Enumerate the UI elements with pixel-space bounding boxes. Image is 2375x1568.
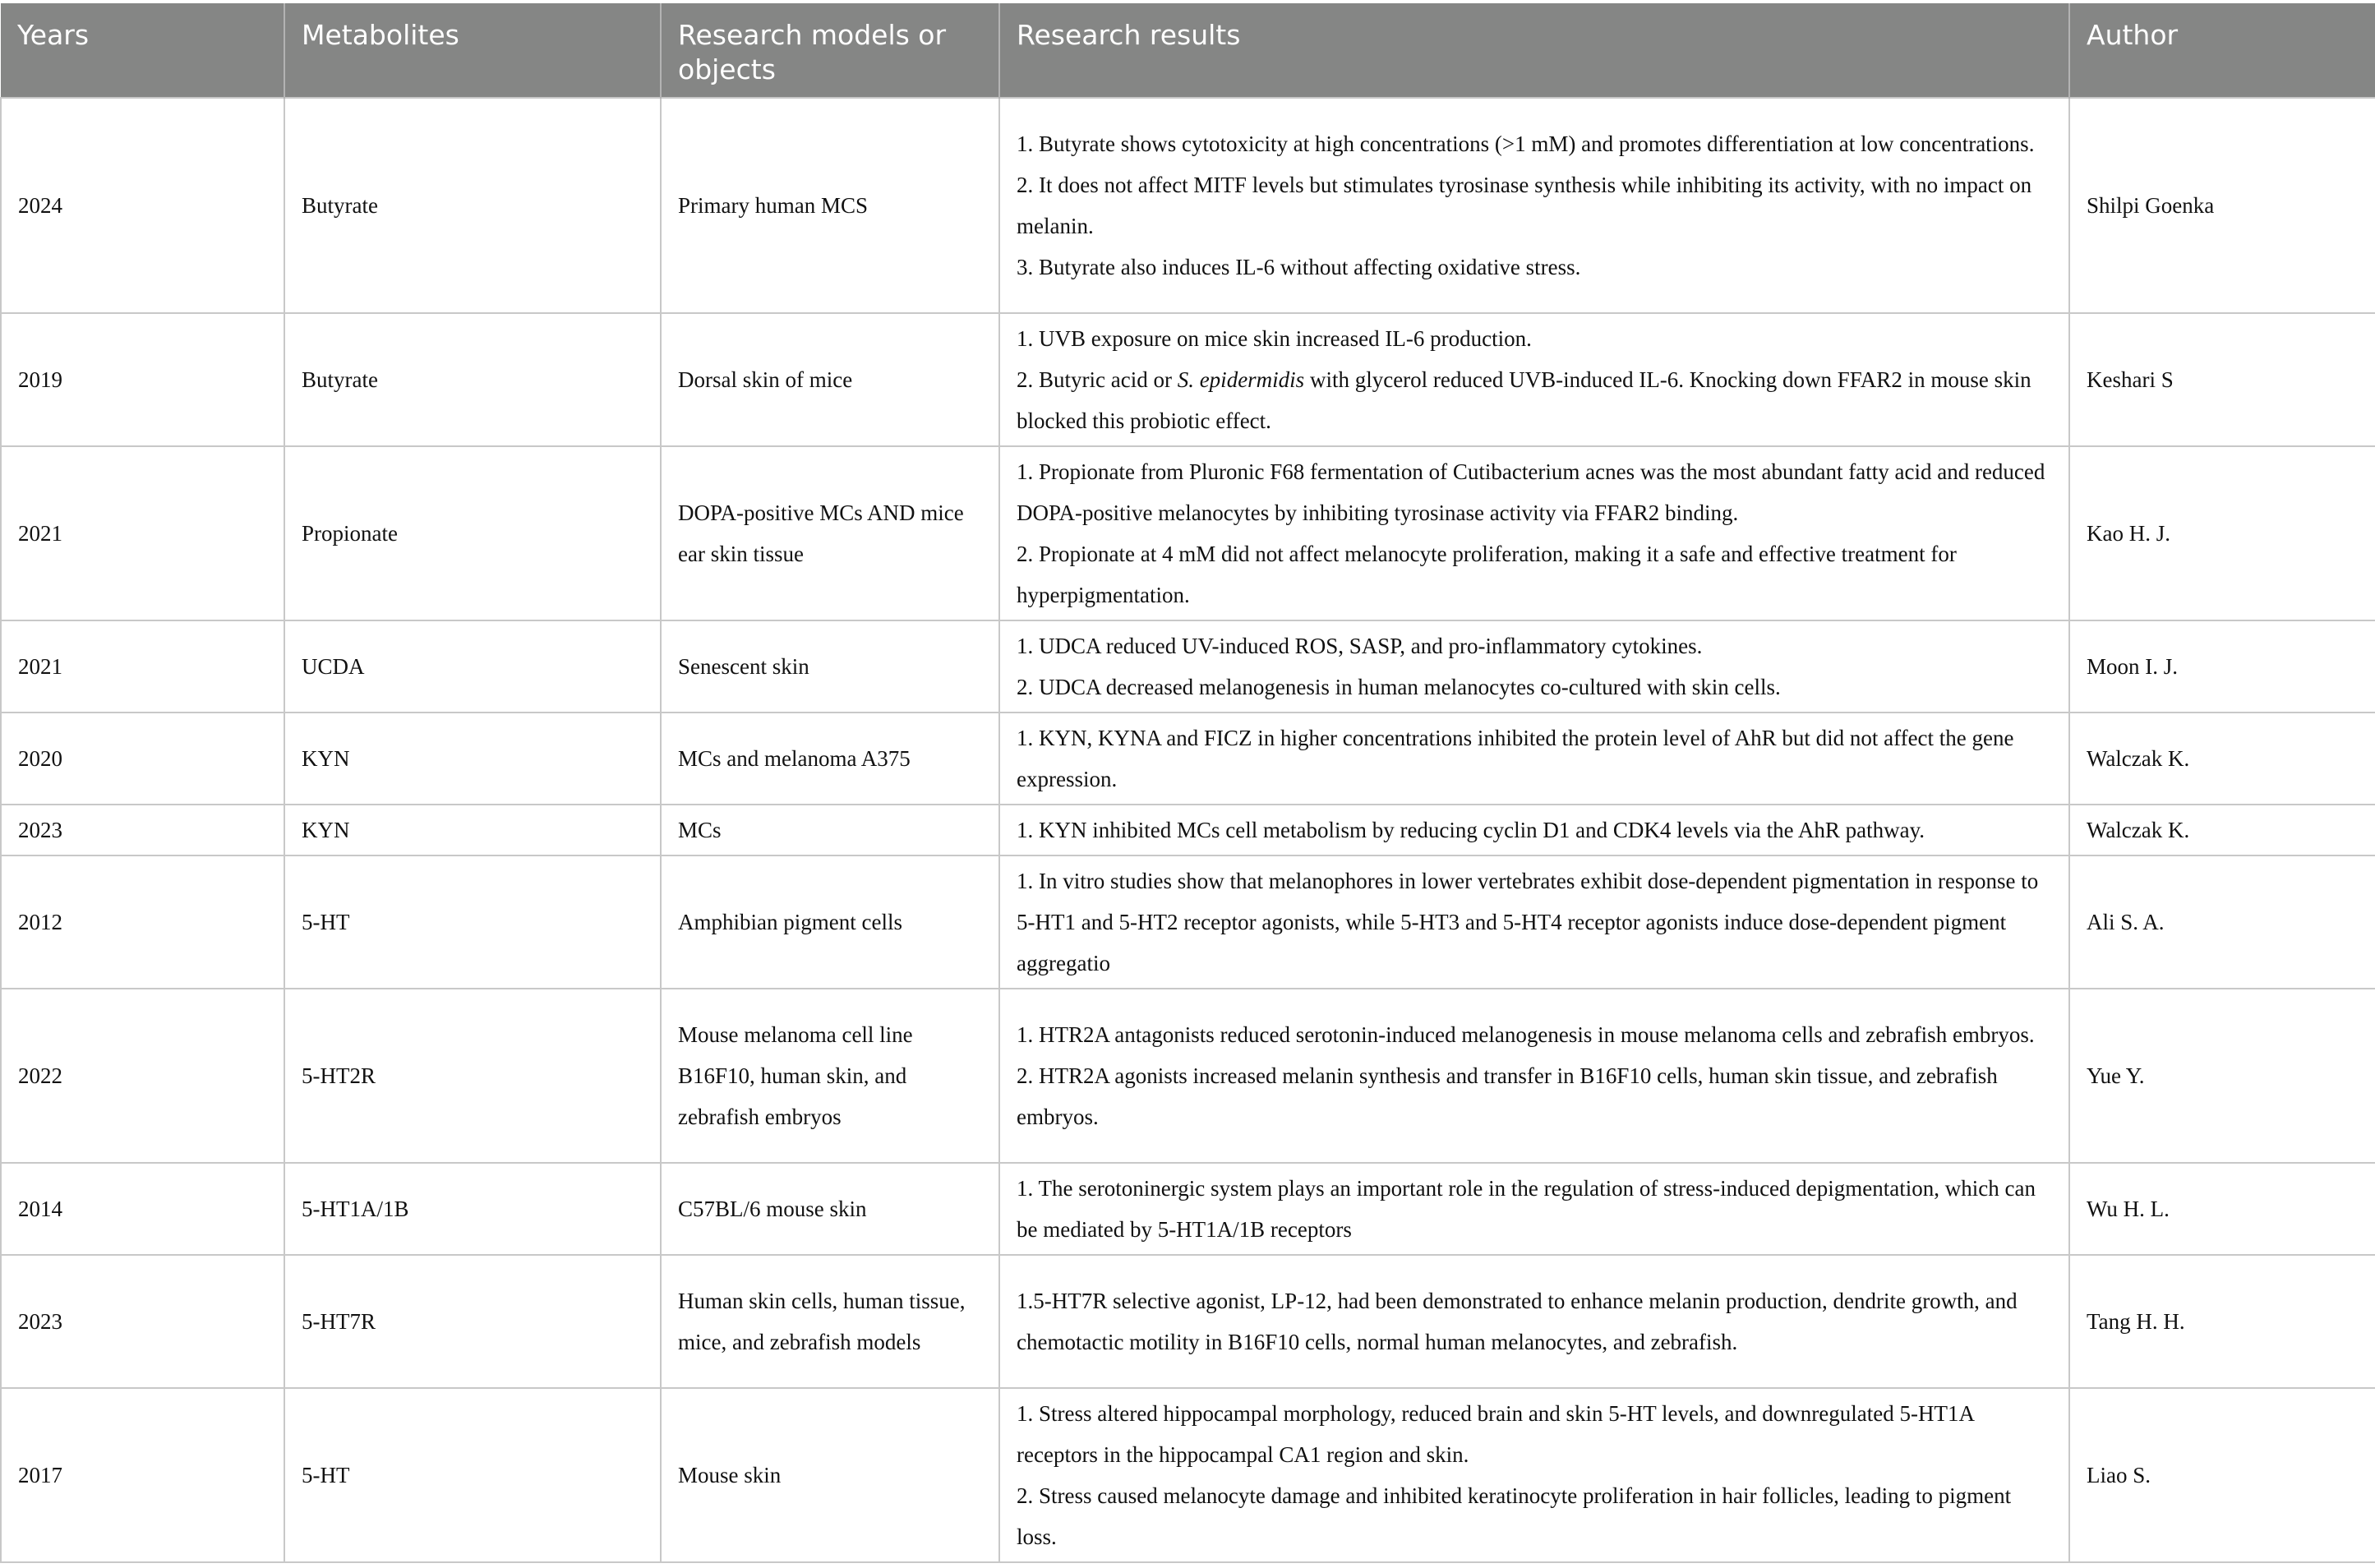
table-row [1, 1255, 2375, 1388]
cell-results [999, 989, 2069, 1163]
header-row [1, 3, 2375, 98]
cell-year: 2021 [1, 446, 284, 620]
result-line: 2. It does not affect MITF levels but stimulates tyrosinase synthesis while inhibiting its activity, with no impact on melanin. [1017, 173, 2032, 238]
result-line: 3. Butyrate also induces IL-6 without affecting oxidative stress. [1017, 255, 1581, 279]
result-line: 2. Butyric acid or S. epidermidis with glycerol reduced UVB-induced IL-6. Knocking down FFAR2 in mouse skin blocked this probiotic effect. [1017, 367, 2031, 433]
cell-year: 2014 [1, 1163, 284, 1255]
cell-author: Tang H. H. [2069, 1255, 2375, 1388]
cell-results [999, 98, 2069, 313]
result-line: 1. In vitro studies show that melanophores in lower vertebrates exhibit dose-dependent pigmentation in response to 5-HT1 and 5-HT2 receptor agonists, while 5-HT3 and 5-HT4 receptor agonists induce dose-dependent pigment aggregatio [1017, 869, 2039, 975]
table-row [1, 855, 2375, 989]
cell-results [999, 1163, 2069, 1255]
header-research-models: Research models or objects [661, 3, 999, 98]
cell-results [999, 713, 2069, 805]
cell-results [999, 1255, 2069, 1388]
result-line: 1. Propionate from Pluronic F68 fermentation of Cutibacterium acnes was the most abundant fatty acid and reduced DOPA-positive melanocytes by inhibiting tyrosinase activity via FFAR2 binding. [1017, 459, 2045, 525]
cell-author: Yue Y. [2069, 989, 2375, 1163]
cell-model: Mouse skin [661, 1388, 999, 1562]
cell-year: 2017 [1, 1388, 284, 1562]
cell-results [999, 446, 2069, 620]
table-row [1, 313, 2375, 446]
cell-year: 2024 [1, 98, 284, 313]
cell-author: Kao H. J. [2069, 446, 2375, 620]
cell-results [999, 313, 2069, 446]
header-author: Author [2069, 3, 2375, 98]
cell-model: Amphibian pigment cells [661, 855, 999, 989]
cell-model: DOPA-positive MCs AND mice ear skin tissue [661, 446, 999, 620]
cell-metabolite: KYN [284, 713, 661, 805]
cell-metabolite: 5-HT [284, 855, 661, 989]
cell-model: Human skin cells, human tissue, mice, and zebrafish models [661, 1255, 999, 1388]
species-name: S. epidermidis [1177, 367, 1305, 392]
cell-author: Moon I. J. [2069, 620, 2375, 713]
cell-model: Primary human MCS [661, 98, 999, 313]
cell-author: Walczak K. [2069, 805, 2375, 855]
cell-author: Liao S. [2069, 1388, 2375, 1562]
cell-results [999, 1388, 2069, 1562]
result-line: 2. Propionate at 4 mM did not affect melanocyte proliferation, making it a safe and effective treatment for hyperpigmentation. [1017, 542, 1957, 607]
cell-author: Walczak K. [2069, 713, 2375, 805]
result-line: 2. Stress caused melanocyte damage and inhibited keratinocyte proliferation in hair follicles, leading to pigment loss. [1017, 1483, 2012, 1549]
cell-year: 2022 [1, 989, 284, 1163]
cell-author: Keshari S [2069, 313, 2375, 446]
cell-author: Ali S. A. [2069, 855, 2375, 989]
cell-metabolite: KYN [284, 805, 661, 855]
cell-metabolite: 5-HT [284, 1388, 661, 1562]
cell-results [999, 805, 2069, 855]
header-metabolites: Metabolites [284, 3, 661, 98]
table-row [1, 98, 2375, 313]
cell-metabolite: 5-HT2R [284, 989, 661, 1163]
table-body [1, 98, 2375, 1562]
result-line: 1.5-HT7R selective agonist, LP-12, had been demonstrated to enhance melanin production, dendrite growth, and chemotactic motility in B16F10 cells, normal human melanocytes, and zebrafish. [1017, 1289, 2018, 1354]
cell-model: Dorsal skin of mice [661, 313, 999, 446]
result-line: 1. KYN, KYNA and FICZ in higher concentrations inhibited the protein level of AhR but did not affect the gene expression. [1017, 726, 2014, 791]
cell-metabolite: UCDA [284, 620, 661, 713]
table-row [1, 989, 2375, 1163]
cell-metabolite: Propionate [284, 446, 661, 620]
table-row [1, 713, 2375, 805]
cell-results [999, 620, 2069, 713]
cell-author: Wu H. L. [2069, 1163, 2375, 1255]
cell-year: 2023 [1, 1255, 284, 1388]
research-table [0, 3, 2375, 1563]
cell-model: Senescent skin [661, 620, 999, 713]
result-line: 2. UDCA decreased melanogenesis in human melanocytes co-cultured with skin cells. [1017, 675, 1781, 699]
cell-year: 2012 [1, 855, 284, 989]
header-years: Years [1, 3, 284, 98]
cell-model: C57BL/6 mouse skin [661, 1163, 999, 1255]
cell-metabolite: Butyrate [284, 98, 661, 313]
table-row [1, 620, 2375, 713]
result-line: 2. HTR2A agonists increased melanin synthesis and transfer in B16F10 cells, human skin tissue, and zebrafish embryos. [1017, 1063, 1998, 1129]
table-row [1, 446, 2375, 620]
cell-model: MCs and melanoma A375 [661, 713, 999, 805]
result-line: 1. HTR2A antagonists reduced serotonin-induced melanogenesis in mouse melanoma cells and zebrafish embryos. [1017, 1022, 2035, 1047]
cell-model: MCs [661, 805, 999, 855]
cell-author: Shilpi Goenka [2069, 98, 2375, 313]
cell-year: 2020 [1, 713, 284, 805]
cell-metabolite: 5-HT7R [284, 1255, 661, 1388]
cell-model: Mouse melanoma cell line B16F10, human skin, and zebrafish embryos [661, 989, 999, 1163]
cell-year: 2023 [1, 805, 284, 855]
header-research-results: Research results [999, 3, 2069, 98]
cell-results [999, 855, 2069, 989]
table-row [1, 1388, 2375, 1562]
result-line: 1. Stress altered hippocampal morphology, reduced brain and skin 5-HT levels, and downregulated 5-HT1A receptors in the hippocampal CA1 region and skin. [1017, 1401, 1974, 1467]
cell-year: 2019 [1, 313, 284, 446]
cell-year: 2021 [1, 620, 284, 713]
table-row [1, 805, 2375, 855]
result-line: 1. UDCA reduced UV-induced ROS, SASP, and pro-inflammatory cytokines. [1017, 634, 1703, 658]
cell-metabolite: 5-HT1A/1B [284, 1163, 661, 1255]
result-line: 1. KYN inhibited MCs cell metabolism by reducing cyclin D1 and CDK4 levels via the AhR pathway. [1017, 818, 1925, 842]
table-row [1, 1163, 2375, 1255]
cell-metabolite: Butyrate [284, 313, 661, 446]
result-line: 1. UVB exposure on mice skin increased IL-6 production. [1017, 326, 1532, 351]
result-line: 1. Butyrate shows cytotoxicity at high concentrations (>1 mM) and promotes differentiation at low concentrations. [1017, 131, 2035, 156]
result-line: 1. The serotoninergic system plays an important role in the regulation of stress-induced depigmentation, which can be mediated by 5-HT1A/1B receptors [1017, 1176, 2036, 1242]
